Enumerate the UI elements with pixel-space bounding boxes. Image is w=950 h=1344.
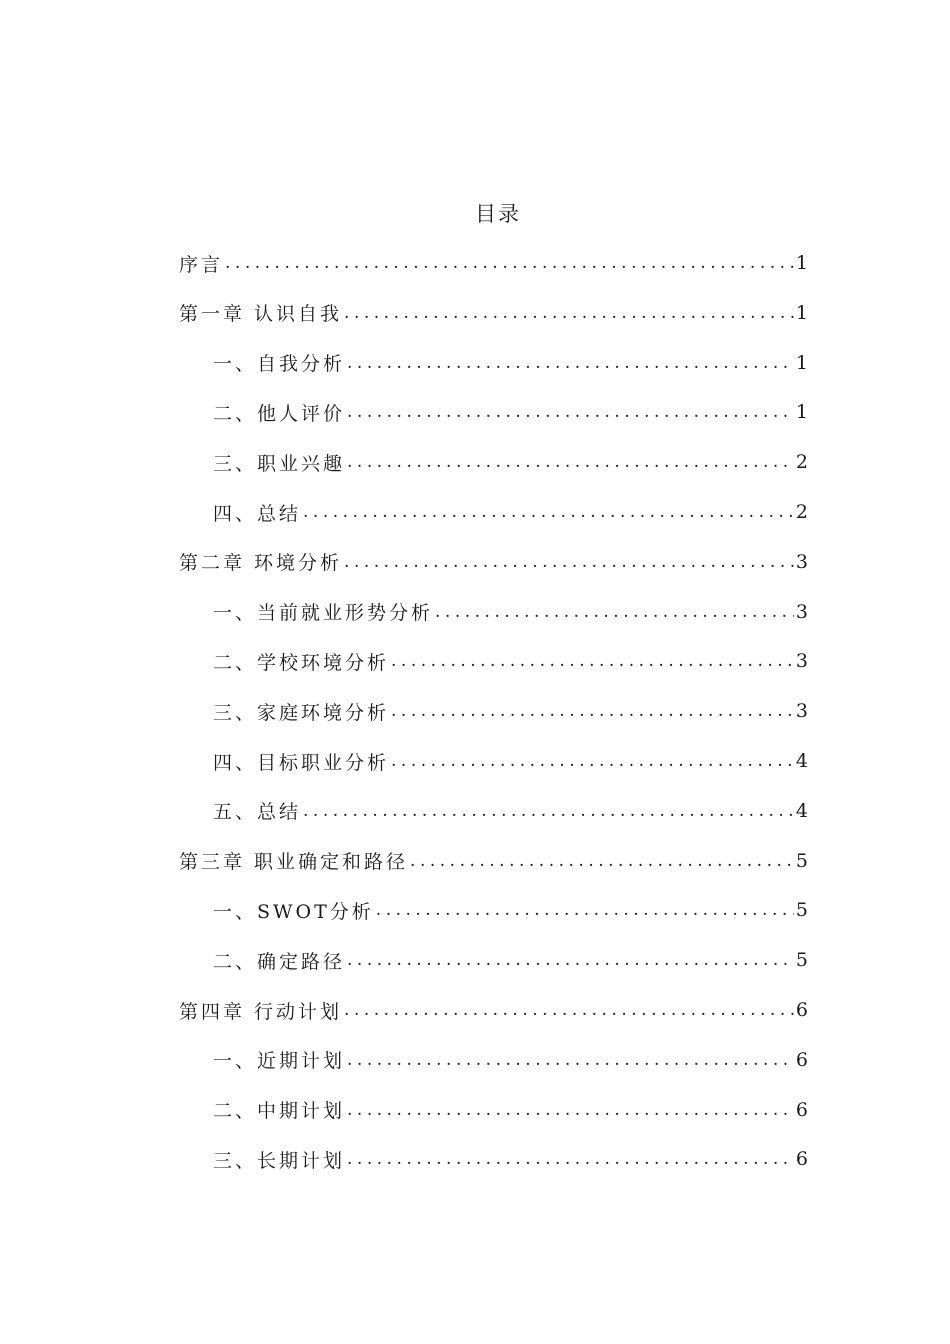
toc-entry-page-number: 1 [795,301,808,324]
toc-entry-page-number: 6 [795,1098,808,1121]
toc-entry-page-number: 3 [795,650,808,673]
toc-entry-label: 三、职业兴趣 [213,452,346,475]
toc-leader-dots [347,402,794,422]
toc-entry-page-number: 5 [795,849,808,872]
toc-entry-page-number: 3 [795,700,808,723]
toc-entry-label: 一、近期计划 [213,1050,346,1073]
toc-entry-label: 一、当前就业形势分析 [213,602,434,625]
toc-entry-label: 第一章 认识自我 [179,303,343,326]
toc-leader-dots [344,552,794,572]
toc-title: 目录 [475,202,521,226]
toc-leader-dots [344,303,794,323]
toc-entry[interactable] [213,1137,808,1181]
toc-entry-page-number: 4 [795,799,808,822]
toc-entry[interactable] [213,789,808,833]
toc-entry-label: 序言 [179,253,224,276]
toc-entry-label: 一、SWOT分析 [213,900,374,923]
toc-leader-dots [347,1149,794,1169]
toc-entry[interactable] [179,540,808,584]
toc-leader-dots [347,950,794,970]
toc-entry-label: 二、中期计划 [213,1100,346,1123]
toc-entry-label: 四、总结 [213,502,302,525]
toc-leader-dots [347,353,794,373]
toc-entry-page-number: 1 [795,401,808,424]
toc-leader-dots [391,751,794,771]
toc-entry-label: 二、确定路径 [213,950,346,973]
toc-entry[interactable] [213,739,808,783]
toc-leader-dots [347,452,794,472]
toc-leader-dots [376,900,794,920]
toc-entry-page-number: 2 [795,451,808,474]
toc-leader-dots [303,801,794,821]
toc-leader-dots [225,253,794,273]
toc-entry-page-number: 6 [795,999,808,1021]
toc-entry[interactable] [213,490,808,534]
toc-entry-page-number: 5 [795,949,808,972]
toc-leader-dots [347,1100,794,1120]
toc-leader-dots [435,602,794,622]
toc-entry-label: 二、他人评价 [213,402,346,425]
toc-entry-page-number: 3 [795,600,808,623]
toc-entry[interactable] [213,1038,808,1082]
toc-entry-label: 第四章 行动计划 [179,1000,343,1023]
toc-entry[interactable] [213,590,808,634]
toc-entry[interactable] [213,390,808,434]
toc-leader-dots [303,502,794,522]
toc-leader-dots [391,701,794,721]
toc-entry-page-number: 6 [795,1048,808,1071]
toc-entry[interactable] [213,440,808,484]
toc-entry-page-number: 4 [795,750,808,772]
toc-entry-label: 二、学校环境分析 [213,651,390,674]
toc-entry[interactable] [213,689,808,733]
toc-entry-label: 四、目标职业分析 [213,751,390,774]
toc-leader-dots [344,1000,794,1020]
toc-entry[interactable] [213,639,808,683]
toc-entry-page-number: 5 [795,899,808,922]
toc-entry[interactable] [213,938,808,982]
toc-entry-page-number: 1 [795,252,808,274]
toc-entry[interactable] [213,1088,808,1132]
toc-entry-page-number: 1 [795,351,808,374]
toc-entry-page-number: 6 [795,1148,808,1171]
toc-entry-label: 一、自我分析 [213,353,346,376]
toc-leader-dots [347,1050,794,1070]
toc-entry-label: 五、总结 [213,801,302,824]
toc-entry[interactable] [213,341,808,385]
toc-entry-label: 第三章 职业确定和路径 [179,851,409,874]
toc-entry[interactable] [179,241,808,285]
toc-entry-page-number: 3 [795,550,808,573]
toc-entry-label: 第二章 环境分析 [179,552,343,575]
toc-entry[interactable] [179,291,808,335]
toc-entry[interactable] [179,988,808,1032]
toc-entry-page-number: 2 [795,501,808,523]
toc-entry[interactable] [179,839,808,883]
toc-entry-label: 三、长期计划 [213,1149,346,1172]
toc-entry-label: 三、家庭环境分析 [213,701,390,724]
toc-leader-dots [410,851,794,871]
toc-leader-dots [391,651,794,671]
toc-entry[interactable] [213,888,808,932]
